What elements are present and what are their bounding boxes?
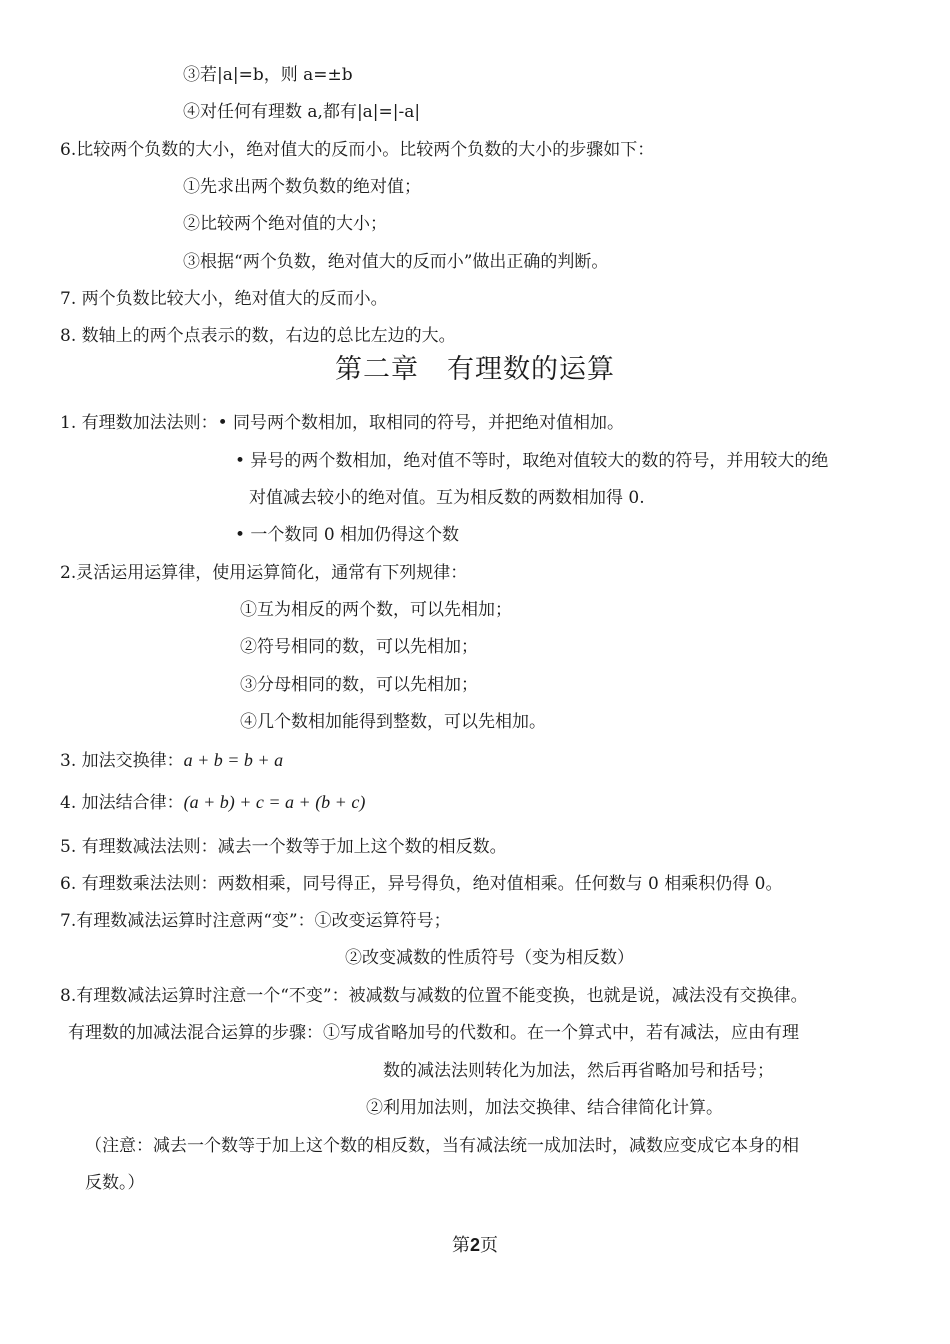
- addition-rule-zero: • 一个数同 0 相加仍得这个数: [235, 525, 460, 545]
- addition-rule-same-sign: 1. 有理数加法法则：• 同号两个数相加，取相同的符号，并把绝对值相加。: [60, 413, 625, 433]
- commutative-law-label: 3. 加法交换律：: [60, 751, 184, 771]
- rule-6-compare-negatives: 6.比较两个负数的大小，绝对值大的反而小。比较两个负数的大小的步骤如下：: [60, 140, 655, 160]
- associative-law: [60, 790, 365, 815]
- step-1-absolute-values: ①先求出两个数负数的绝对值；: [183, 177, 421, 197]
- commutative-law: [60, 748, 283, 773]
- step-3-judge: ③根据“两个负数，绝对值大的反而小”做出正确的判断。: [183, 252, 609, 272]
- associative-formula: (a + b) + c = a + (b + c): [183, 792, 366, 812]
- subtraction-rule: 5. 有理数减法法则：减去一个数等于加上这个数的相反数。: [60, 837, 507, 857]
- mixed-operation-step-1-cont: 数的减法法则转化为加法，然后再省略加号和括号；: [383, 1061, 774, 1081]
- note-text-cont: 反数。）: [85, 1173, 145, 1193]
- addition-rule-diff-sign: • 异号的两个数相加，绝对值不等时，取绝对值较大的数的符号，并用较大的绝: [235, 451, 829, 471]
- subtraction-two-changes: 7.有理数减法运算时注意两“变”：①改变运算符号；: [60, 911, 451, 931]
- item-abs-any-rational: ④对任何有理数 a,都有|a|=|-a|: [183, 102, 421, 122]
- commutative-formula: a + b = b + a: [183, 750, 284, 770]
- rule-7-negatives: 7. 两个负数比较大小，绝对值大的反而小。: [60, 289, 388, 309]
- associative-law-label: 4. 加法结合律：: [60, 793, 184, 813]
- law-item-3: ③分母相同的数，可以先相加；: [240, 675, 478, 695]
- law-item-4: ④几个数相加能得到整数，可以先相加。: [240, 712, 546, 732]
- subtraction-change-2: ②改变减数的性质符号（变为相反数）: [345, 948, 634, 968]
- page-number: 第2页: [451, 1235, 498, 1256]
- chapter-title: 第二章 有理数的运算: [335, 354, 615, 385]
- item-abs-equation: ③若|a|=b，则 a=±b: [183, 65, 353, 85]
- law-item-1: ①互为相反的两个数，可以先相加；: [240, 600, 512, 620]
- law-item-2: ②符号相同的数，可以先相加；: [240, 637, 478, 657]
- multiplication-rule: 6. 有理数乘法法则：两数相乘，同号得正，异号得负，绝对值相乘。任何数与 0 相乘积仍得 0。: [60, 874, 783, 894]
- step-2-compare: ②比较两个绝对值的大小；: [183, 214, 387, 234]
- subtraction-no-change: 8.有理数减法运算时注意一个“不变”：被减数与减数的位置不能变换，也就是说，减法没有交换律。: [60, 986, 808, 1006]
- mixed-operation-steps: 有理数的加减法混合运算的步骤：①写成省略加号的代数和。在一个算式中，若有减法，应由有理: [68, 1023, 799, 1043]
- mixed-operation-step-2: ②利用加法则，加法交换律、结合律简化计算。: [366, 1098, 723, 1118]
- rule-2-laws: 2.灵活运用运算律，使用运算简化，通常有下列规律：: [60, 563, 468, 583]
- rule-8-number-line: 8. 数轴上的两个点表示的数，右边的总比左边的大。: [60, 326, 456, 346]
- note-text: （注意：减去一个数等于加上这个数的相反数，当有减法统一成加法时，减数应变成它本身的相: [85, 1136, 799, 1156]
- addition-rule-diff-sign-cont: 对值减去较小的绝对值。互为相反数的两数相加得 0.: [249, 488, 645, 508]
